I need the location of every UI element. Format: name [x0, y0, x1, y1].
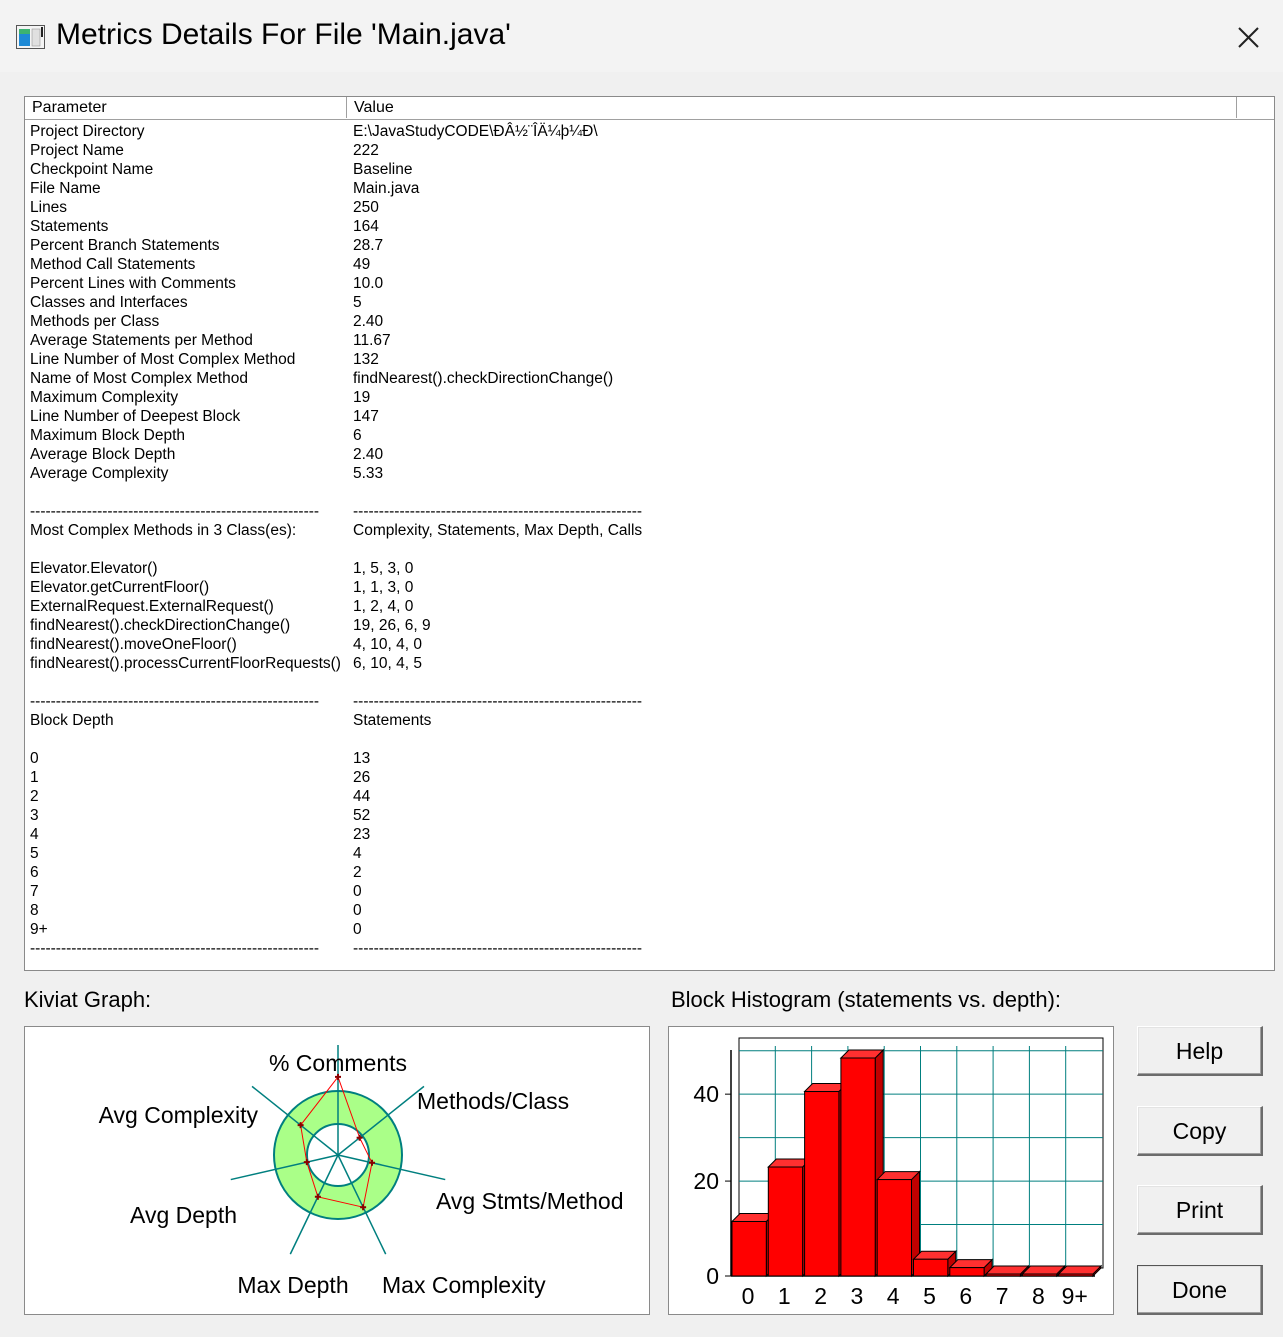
value-cell: 1, 5, 3, 0: [353, 560, 414, 577]
list-row[interactable]: [25, 711, 1275, 730]
parameter-cell: --------------------------------------------------------: [30, 693, 320, 710]
list-row[interactable]: [25, 768, 1275, 787]
value-cell: 6: [353, 427, 362, 444]
column-header-spacer: [1237, 97, 1275, 118]
value-cell: 44: [353, 788, 371, 805]
value-cell: Complexity, Statements, Max Depth, Calls: [353, 522, 643, 539]
list-row[interactable]: [25, 578, 1275, 597]
histogram-bar-top: [1022, 1266, 1064, 1274]
list-row[interactable]: [25, 616, 1275, 635]
histogram-panel: [668, 1026, 1114, 1315]
value-cell: 26: [353, 769, 371, 786]
close-icon[interactable]: [1228, 18, 1268, 58]
kiviat-axis-label: Avg Depth: [130, 1202, 237, 1228]
parameter-cell: File Name: [30, 180, 101, 197]
parameter-cell: 3: [30, 807, 39, 824]
value-cell: 28.7: [353, 237, 384, 254]
value-cell: 1, 1, 3, 0: [353, 579, 414, 596]
list-row[interactable]: [25, 654, 1275, 673]
parameter-cell: Method Call Statements: [30, 256, 196, 273]
value-cell: 2: [353, 864, 362, 881]
block-histogram: [669, 1027, 1113, 1314]
list-row[interactable]: [25, 350, 1275, 369]
parameter-cell: Percent Branch Statements: [30, 237, 220, 254]
value-cell: --------------------------------------------------------: [353, 693, 643, 710]
list-row[interactable]: [25, 863, 1275, 882]
parameter-cell: 5: [30, 845, 39, 862]
list-row[interactable]: [25, 122, 1275, 141]
kiviat-axis-label: Avg Complexity: [98, 1102, 258, 1128]
parameter-cell: 4: [30, 826, 39, 843]
title-bar: [0, 0, 1283, 72]
list-row[interactable]: [25, 483, 1275, 502]
list-rows: [25, 122, 1275, 958]
parameter-cell: Name of Most Complex Method: [30, 370, 248, 387]
kiviat-axis-label: Methods/Class: [417, 1088, 570, 1114]
list-row[interactable]: [25, 540, 1275, 559]
parameter-cell: 1: [30, 769, 39, 786]
kiviat-graph: [25, 1027, 649, 1314]
parameter-cell: Most Complex Methods in 3 Class(es):: [30, 522, 297, 539]
value-cell: 0: [353, 902, 362, 919]
list-row[interactable]: [25, 825, 1275, 844]
parameter-cell: --------------------------------------------------------: [30, 503, 320, 520]
list-row[interactable]: [25, 407, 1275, 426]
histogram-y-tick-label: 0: [706, 1263, 719, 1289]
parameter-cell: --------------------------------------------------------: [30, 940, 320, 957]
histogram-label: Block Histogram (statements vs. depth):: [671, 987, 1062, 1012]
value-cell: 10.0: [353, 275, 384, 292]
histogram-x-tick-label: 5: [923, 1283, 936, 1309]
print-button[interactable]: Print: [1137, 1185, 1263, 1235]
metrics-list[interactable]: [24, 96, 1275, 971]
parameter-cell: 2: [30, 788, 39, 805]
list-row[interactable]: [25, 274, 1275, 293]
parameter-cell: Lines: [30, 199, 68, 216]
list-row[interactable]: [25, 749, 1275, 768]
parameter-cell: Project Name: [30, 142, 124, 159]
kiviat-axis-label: % Comments: [268, 1050, 408, 1076]
parameter-cell: Average Complexity: [30, 465, 169, 482]
parameter-cell: Elevator.Elevator(): [30, 560, 158, 577]
histogram-y-tick-label: 40: [693, 1081, 719, 1108]
parameter-cell: 9+: [30, 921, 48, 938]
list-row[interactable]: [25, 369, 1275, 388]
parameter-cell: 6: [30, 864, 39, 881]
value-cell: 222: [353, 142, 379, 159]
list-row[interactable]: [25, 521, 1275, 540]
value-cell: 6, 10, 4, 5: [353, 655, 422, 672]
value-cell: Main.java: [353, 180, 420, 197]
list-row[interactable]: [25, 312, 1275, 331]
list-row[interactable]: [25, 692, 1275, 711]
value-cell: 4, 10, 4, 0: [353, 636, 422, 653]
parameter-cell: Line Number of Most Complex Method: [30, 351, 296, 368]
parameter-cell: 8: [30, 902, 39, 919]
histogram-bar-top: [841, 1050, 883, 1058]
list-row[interactable]: [25, 844, 1275, 863]
histogram-bar-top: [986, 1266, 1028, 1274]
window-title: Metrics Details For File 'Main.java': [56, 18, 511, 51]
histogram-bar-top: [914, 1251, 956, 1259]
parameter-cell: 0: [30, 750, 39, 767]
list-header: [25, 97, 1275, 120]
list-row[interactable]: [25, 179, 1275, 198]
list-row[interactable]: [25, 445, 1275, 464]
histogram-x-tick-label: 1: [777, 1283, 791, 1309]
parameter-cell: Percent Lines with Comments: [30, 275, 236, 292]
parameter-cell: Line Number of Deepest Block: [30, 408, 241, 425]
list-row[interactable]: [25, 597, 1275, 616]
histogram-x-tick-label: 4: [886, 1283, 900, 1309]
value-cell: 5: [353, 294, 362, 311]
list-row[interactable]: [25, 939, 1275, 958]
value-cell: 250: [353, 199, 379, 216]
value-cell: 52: [353, 807, 371, 824]
histogram-bar: [841, 1058, 875, 1276]
value-cell: 49: [353, 256, 371, 273]
kiviat-axis-label: Max Depth: [237, 1272, 349, 1298]
value-cell: 5.33: [353, 465, 384, 482]
list-row[interactable]: [25, 426, 1275, 445]
histogram-bar: [732, 1222, 766, 1277]
value-cell: Statements: [353, 712, 432, 729]
list-row[interactable]: [25, 388, 1275, 407]
list-row[interactable]: [25, 920, 1275, 939]
histogram-x-tick-label: 3: [850, 1283, 864, 1309]
list-row[interactable]: [25, 198, 1275, 217]
value-cell: 2.40: [353, 313, 384, 330]
parameter-cell: Methods per Class: [30, 313, 160, 330]
value-cell: 23: [353, 826, 371, 843]
value-cell: 13: [353, 750, 371, 767]
value-cell: 11.67: [353, 332, 391, 349]
list-row[interactable]: [25, 730, 1275, 749]
value-cell: 19: [353, 389, 371, 406]
histogram-x-tick-label: 0: [741, 1283, 755, 1309]
window-app-icon: [16, 25, 46, 49]
histogram-x-tick-label: 6: [959, 1283, 973, 1309]
parameter-cell: Maximum Block Depth: [30, 427, 186, 444]
list-row[interactable]: [25, 882, 1275, 901]
parameter-cell: Checkpoint Name: [30, 161, 154, 178]
histogram-bar: [1022, 1274, 1056, 1276]
list-row[interactable]: [25, 141, 1275, 160]
list-row[interactable]: [25, 901, 1275, 920]
histogram-bar-top: [950, 1260, 992, 1268]
parameter-cell: Block Depth: [30, 712, 114, 729]
list-row[interactable]: [25, 806, 1275, 825]
histogram-bar: [914, 1259, 948, 1276]
parameter-cell: Classes and Interfaces: [30, 294, 188, 311]
histogram-x-tick-label: 7: [995, 1283, 1009, 1309]
copy-button[interactable]: Copy: [1137, 1106, 1263, 1156]
value-cell: 0: [353, 883, 362, 900]
list-row[interactable]: [25, 331, 1275, 350]
parameter-cell: Elevator.getCurrentFloor(): [30, 579, 210, 596]
list-row[interactable]: [25, 160, 1275, 179]
list-row[interactable]: [25, 217, 1275, 236]
list-row[interactable]: [25, 236, 1275, 255]
help-button[interactable]: Help: [1137, 1026, 1263, 1076]
histogram-bar: [877, 1180, 911, 1276]
list-row[interactable]: [25, 502, 1275, 521]
value-cell: 19, 26, 6, 9: [353, 617, 431, 634]
histogram-x-tick-label: 2: [814, 1283, 827, 1309]
value-cell: 147: [353, 408, 379, 425]
column-header-value[interactable]: Value: [347, 97, 1237, 118]
list-row[interactable]: [25, 293, 1275, 312]
histogram-bar: [986, 1274, 1020, 1276]
histogram-bar: [950, 1268, 984, 1276]
parameter-cell: Maximum Complexity: [30, 389, 179, 406]
kiviat-label: Kiviat Graph:: [24, 987, 152, 1012]
parameter-cell: findNearest().processCurrentFloorRequests(): [30, 655, 341, 672]
value-cell: 2.40: [353, 446, 384, 463]
value-cell: 0: [353, 921, 362, 938]
kiviat-panel: [24, 1026, 650, 1315]
histogram-bar: [1059, 1274, 1093, 1276]
value-cell: findNearest().checkDirectionChange(): [353, 370, 614, 387]
histogram-bar: [768, 1167, 802, 1276]
parameter-cell: 7: [30, 883, 39, 900]
done-button[interactable]: Done: [1137, 1265, 1263, 1315]
value-cell: --------------------------------------------------------: [353, 503, 643, 520]
parameter-cell: findNearest().moveOneFloor(): [30, 636, 237, 653]
list-row[interactable]: [25, 255, 1275, 274]
value-cell: 164: [353, 218, 379, 235]
kiviat-axis-label: Max Complexity: [382, 1272, 546, 1298]
value-cell: Baseline: [353, 161, 413, 178]
value-cell: --------------------------------------------------------: [353, 940, 643, 957]
list-row[interactable]: [25, 787, 1275, 806]
histogram-y-tick-label: 20: [693, 1168, 719, 1195]
kiviat-axis-label: Avg Stmts/Method: [436, 1188, 624, 1214]
histogram-bar-top: [1059, 1266, 1101, 1274]
value-cell: 1, 2, 4, 0: [353, 598, 414, 615]
parameter-cell: Average Statements per Method: [30, 332, 253, 349]
parameter-cell: Average Block Depth: [30, 446, 176, 463]
list-row[interactable]: [25, 559, 1275, 578]
histogram-x-tick-label: 8: [1032, 1283, 1045, 1309]
parameter-cell: Statements: [30, 218, 109, 235]
value-cell: E:\JavaStudyCODE\ÐÂ½¨ÎÄ¼þ¼Ð\: [353, 123, 598, 140]
parameter-cell: Project Directory: [30, 123, 145, 140]
value-cell: 132: [353, 351, 379, 368]
list-row[interactable]: [25, 673, 1275, 692]
parameter-cell: findNearest().checkDirectionChange(): [30, 617, 291, 634]
histogram-bar: [805, 1092, 839, 1276]
histogram-bar-top: [877, 1172, 919, 1180]
column-header-parameter[interactable]: Parameter: [25, 97, 347, 118]
histogram-x-tick-label: 9+: [1061, 1283, 1088, 1309]
list-row[interactable]: [25, 635, 1275, 654]
parameter-cell: ExternalRequest.ExternalRequest(): [30, 598, 274, 615]
list-row[interactable]: [25, 464, 1275, 483]
value-cell: 4: [353, 845, 362, 862]
